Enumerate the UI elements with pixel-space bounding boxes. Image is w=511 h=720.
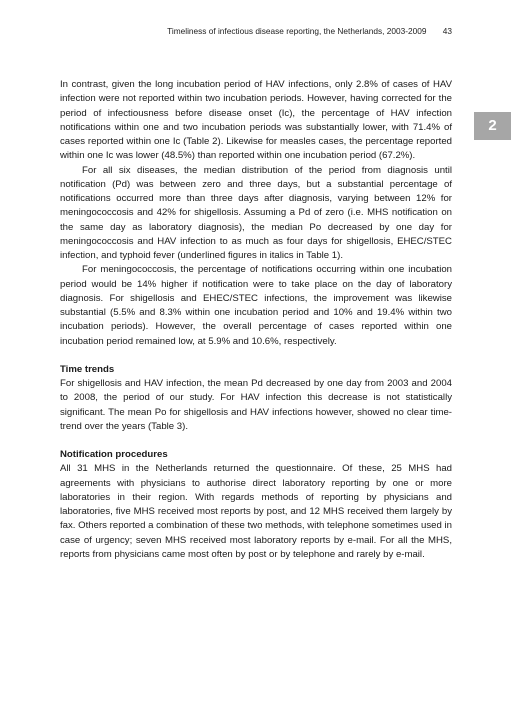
- running-header-title: Timeliness of infectious disease reporting, the Netherlands, 2003-2009: [167, 26, 427, 36]
- paragraph-diagnosis-notification: For all six diseases, the median distribution of the period from diagnosis until notification (Pd) was between zero and three days, but a substantial percentage of notifications occurred more than three days after diagnosis, varying between 12% for meningococcosis and 42% for shigellosis. Assuming a Pd of zero (i.e. MHS notification on the same day as laboratory diagnosis), the median Po decreased by one day for meningococcosis and HAV infection to as much as four days for shigellosis, EHEC/STEC infection, and typhoid fever (underlined figures in italics in Table 1).: [60, 164, 452, 261]
- page-number: 43: [442, 26, 452, 36]
- paragraph-notification-procedures: All 31 MHS in the Netherlands returned the questionnaire. Of these, 25 MHS had agreements with physicians to authorise direct laboratory reporting by one or more laboratories in their region. With regards methods of reporting by physicians and laboratories, five MHS received most reports by post, and 12 MHS received them largely by fax. Others reported a combination of these two methods, with telephone sometimes used in case of urgency; seven MHS received most laboratory reports by e-mail. For all the MHS, reports from physicians came most often by post or by telephone and rarely by e-mail.: [60, 463, 452, 560]
- section-heading-notification-procedures: Notification procedures: [60, 449, 168, 460]
- paragraph-meningococcosis: For meningococcosis, the percentage of notifications occurring within one incubation period would be 14% higher if notification were to take place on the day of laboratory diagnosis. For shigellosis and EHEC/STEC infections, the improvement was likewise substantial (5.5% and 8.3% within one incubation period and 10% and 19.4% within two incubation periods). However, the overall percentage of cases reported within one incubation period remained low, at 5.9% and 10.6%, respectively.: [60, 264, 452, 347]
- paragraph-hav-incubation: In contrast, given the long incubation period of HAV infections, only 2.8% of cases of HAV infection were not reported within two incubation periods. However, having corrected for the period of infectiousness before disease onset (Ic), the percentage of HAV infection notifications within one and two incubation periods was substantially lower, with 71.4% of cases reported within one Ic (Table 2). Likewise for measles cases, the percentage reported within one Ic was lower (48.5%) than reported within one incubation period (67.2%).: [60, 79, 452, 162]
- running-header: [60, 26, 452, 36]
- paragraph-time-trends: For shigellosis and HAV infection, the mean Pd decreased by one day from 2003 and 2004 to 2008, the period of our study. For HAV infection this decrease is not statistically significant. The mean Po for shigellosis and HAV infections however, showed no clear time-trend over the years (Table 3).: [60, 378, 452, 432]
- section-heading-time-trends: Time trends: [60, 363, 115, 375]
- body-text: [60, 78, 452, 562]
- chapter-tab: 2: [474, 112, 511, 140]
